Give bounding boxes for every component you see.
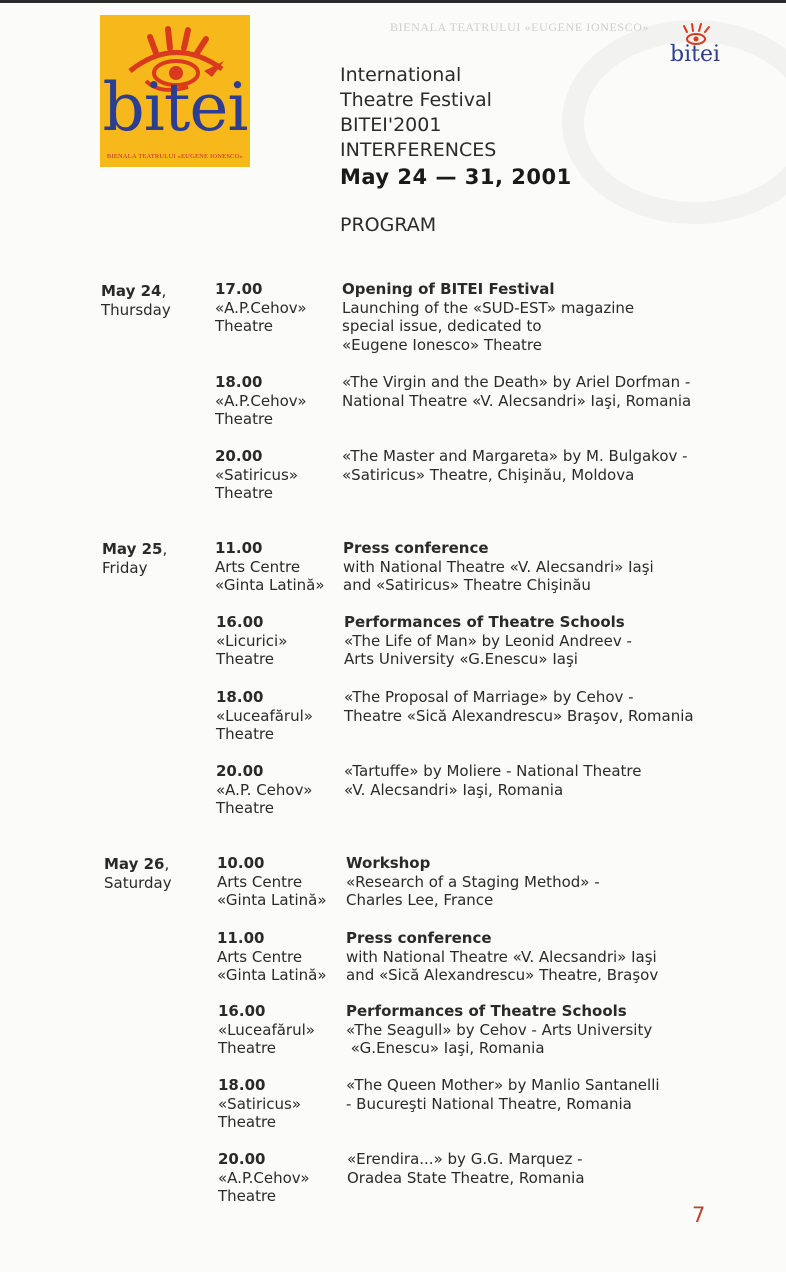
program-heading: PROGRAM [340,214,437,236]
festival-dates: May 24 — 31, 2001 [340,165,572,189]
page-number: 7 [692,1203,706,1227]
event-venue: Theatre [218,1113,277,1131]
event-time: 20.00 [218,1150,266,1168]
event-venue: «Satiricus» [215,465,299,484]
festival-title-block [340,63,572,238]
event-description [346,1076,660,1113]
event-detail: with National Theatre «V. Alecsandri» Iaşi [343,557,654,576]
event-description [344,613,632,669]
title-line: International [340,64,462,86]
event-venue: Arts Centre [217,872,303,891]
event-description [347,1150,585,1187]
event-detail: Oradea State Theatre, Romania [347,1168,585,1187]
event-description [346,929,658,985]
top-border [0,0,786,3]
event-venue: «Satiricus» [218,1094,302,1113]
event-venue: Theatre [218,1187,277,1205]
day-label: May 25, Friday [102,540,168,577]
event-detail: Arts University «G.Enescu» Iaşi [344,650,578,668]
event-time-venue [216,688,313,744]
event-venue: «Licurici» [216,631,288,650]
event-time: 11.00 [215,539,263,557]
event-detail: Launching of the «SUD-EST» magazine [342,298,635,317]
event-time: 16.00 [218,1002,266,1020]
day-weekday: Thursday [101,301,171,319]
event-detail: and «Satiricus» Theatre Chişinău [343,576,591,594]
event-time-venue [215,373,307,429]
logo-subtitle: BIENALA TEATRULUI «EUGENE IONESCO» [106,153,244,160]
event-detail: «The Seagull» by Cehov - Arts University [346,1020,653,1039]
event-venue: «A.P.Cehov» [218,1168,310,1187]
title-line: BITEI'2001 [340,114,442,136]
event-time-venue [218,1076,301,1132]
event-description [344,688,694,725]
event-time: 18.00 [218,1076,266,1094]
event-time-venue [215,539,325,595]
event-time-venue [215,447,298,503]
event-venue: «Luceafărul» [216,706,313,725]
event-detail: «The Proposal of Marriage» by Cehov - [344,688,634,706]
event-detail: «The Life of Man» by Leonid Andreev - [344,631,632,650]
event-detail: with National Theatre «V. Alecsandri» Iaşi [346,947,657,966]
day-date: May 25 [102,540,163,558]
small-logo-wordmark: bitei [669,42,720,67]
title-line: INTERFERENCES [340,139,497,161]
event-description [342,373,691,410]
event-heading: Workshop [346,854,431,872]
event-time-venue [217,854,327,910]
event-time-venue [216,613,287,669]
event-venue: Arts Centre [217,947,303,966]
day-date: May 26 [104,855,165,873]
bitei-logo [100,15,250,167]
event-detail: Charles Lee, France [346,891,494,909]
event-description [346,854,600,910]
event-heading: Opening of BITEI Festival [342,280,555,298]
top-tagline: BIENALA TEATRULUI «EUGENE IONESCO» [390,20,650,34]
day-label: May 26, Saturday [104,855,172,892]
event-detail: National Theatre «V. Alecsandri» Iaşi, Romania [342,391,692,410]
event-venue: «Ginta Latină» [217,966,327,984]
event-time-venue [218,1150,310,1206]
event-time: 16.00 [216,613,264,631]
event-detail: «G.Enescu» Iaşi, Romania [346,1039,545,1057]
event-detail: «The Master and Margareta» by M. Bulgakov - [342,447,688,465]
event-venue: «A.P.Cehov» [215,391,307,410]
event-heading: Performances of Theatre Schools [346,1002,627,1020]
event-detail: special issue, dedicated to [342,317,542,335]
event-venue: Theatre [216,650,275,668]
event-time: 20.00 [216,762,264,780]
event-time-venue [217,929,327,985]
event-venue: Arts Centre [215,557,301,576]
small-bitei-logo [660,22,730,72]
event-detail: «The Virgin and the Death» by Ariel Dorfman - [342,373,691,391]
event-venue: Theatre [216,799,275,817]
event-detail: «Tartuffe» by Moliere - National Theatre [344,762,642,780]
event-time: 17.00 [215,280,263,298]
event-time-venue [216,762,312,818]
event-venue: «A.P. Cehov» [216,780,313,799]
event-venue: «A.P.Cehov» [215,298,307,317]
event-venue: «Ginta Latină» [217,891,327,909]
event-heading: Performances of Theatre Schools [344,613,625,631]
event-description [346,1002,652,1058]
title-line: Theatre Festival [340,89,492,111]
event-description [344,762,641,799]
event-venue: Theatre [215,410,274,428]
event-detail: Theatre «Sică Alexandrescu» Braşov, Romania [344,706,694,725]
event-description [342,447,688,484]
event-detail: «The Queen Mother» by Manlio Santanelli [346,1076,660,1094]
event-detail: «Eugene Ionesco» Theatre [342,335,542,354]
logo-wordmark: bitei [102,69,248,146]
event-detail: and «Sică Alexandrescu» Theatre, Braşov [346,966,659,984]
event-time: 10.00 [217,854,265,872]
day-weekday: Saturday [104,874,172,892]
event-detail: «Erendira...» by G.G. Marquez - [347,1150,583,1168]
event-time-venue [218,1002,315,1058]
day-date: May 24 [101,282,162,300]
event-venue: Theatre [216,725,275,743]
event-description [343,539,654,595]
event-venue: Theatre [218,1039,277,1057]
event-heading: Press conference [346,929,492,947]
event-detail: «Satiricus» Theatre, Chişinău, Moldova [342,465,635,484]
event-time: 20.00 [215,447,263,465]
event-venue: «Luceafărul» [218,1020,315,1039]
event-venue: Theatre [215,317,274,335]
day-weekday: Friday [102,559,148,577]
event-time: 18.00 [215,373,263,391]
event-detail: «V. Alecsandri» Iaşi, Romania [344,780,564,799]
event-time: 11.00 [217,929,265,947]
event-time: 18.00 [216,688,264,706]
event-description [342,280,634,354]
event-detail: «Research of a Staging Method» - [346,872,600,891]
event-time-venue [215,280,307,336]
day-label: May 24, Thursday [101,282,171,319]
event-detail: - Bucureşti National Theatre, Romania [346,1094,632,1113]
event-venue: Theatre [215,484,274,502]
event-venue: «Ginta Latină» [215,576,325,594]
event-heading: Press conference [343,539,489,557]
